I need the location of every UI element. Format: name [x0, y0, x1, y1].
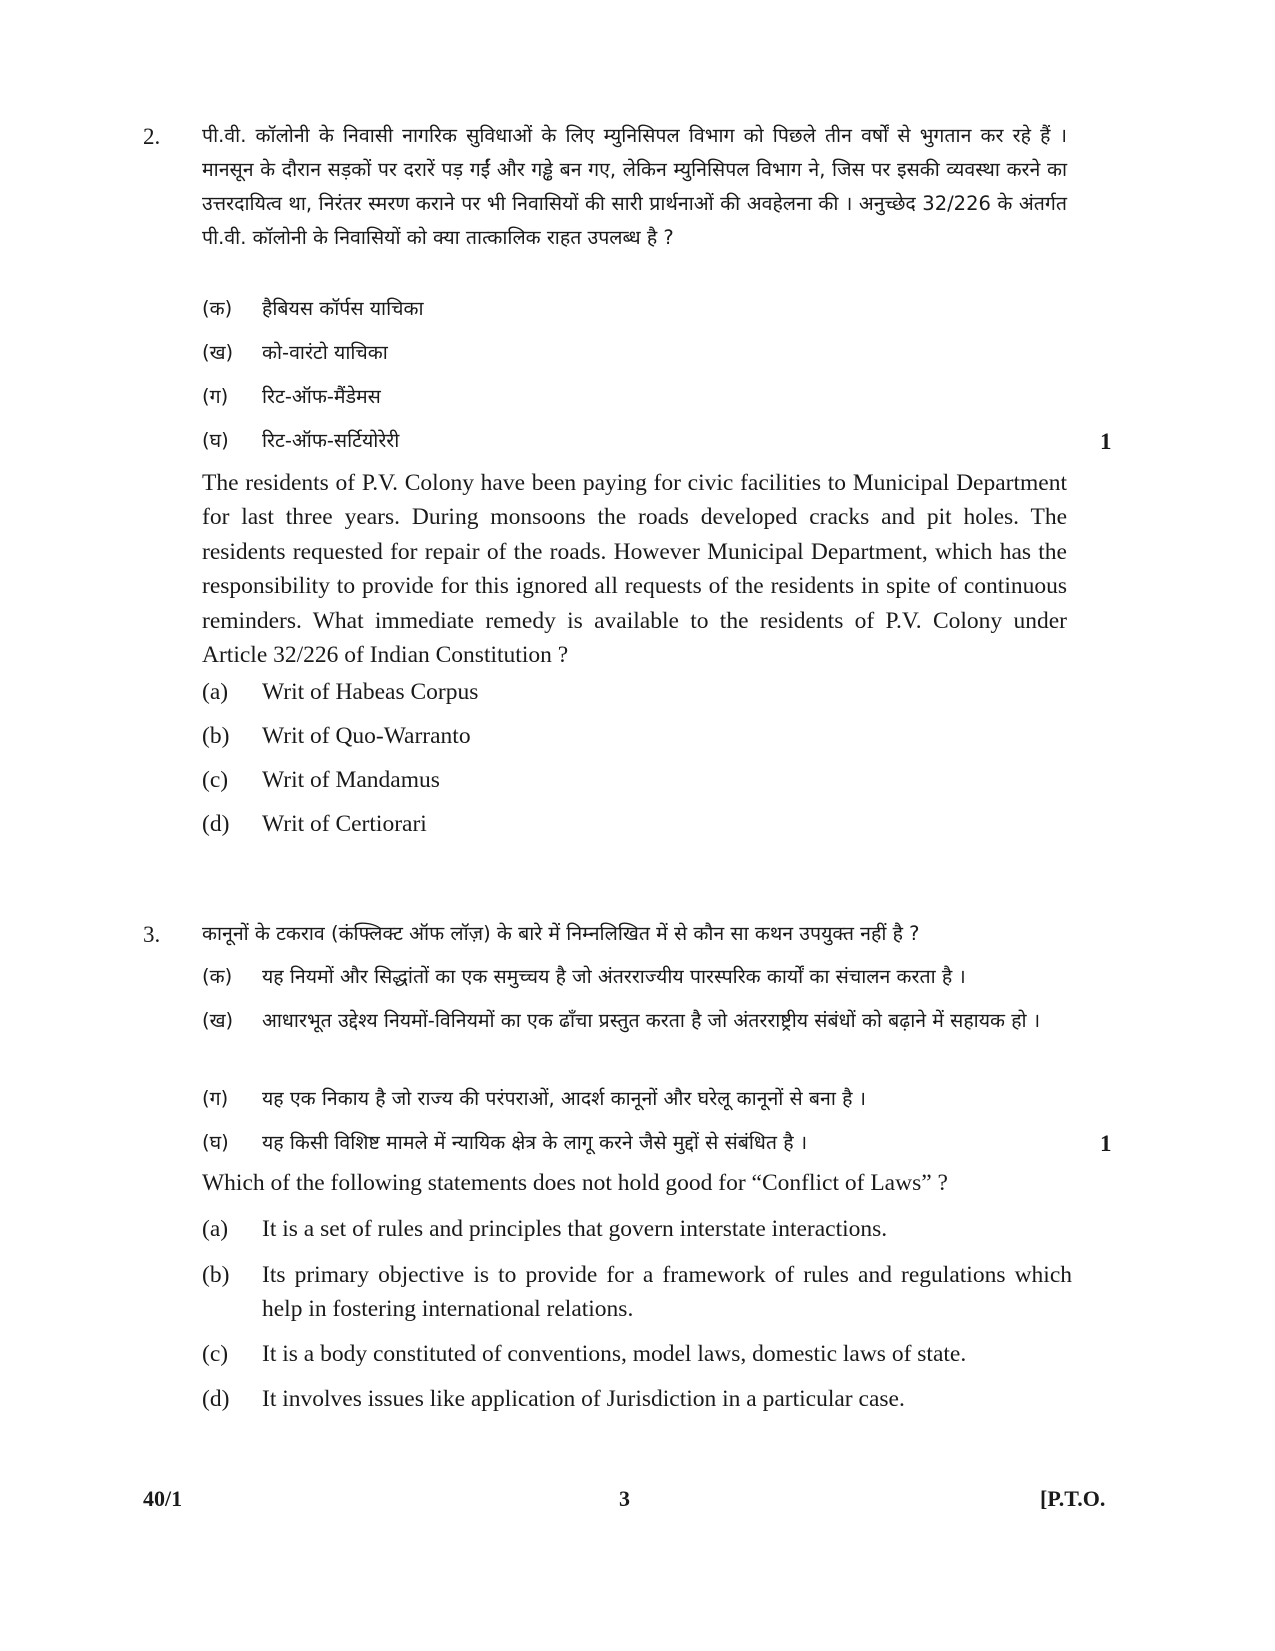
question-2-option-c [202, 763, 1072, 797]
option-text: रिट-ऑफ-मैंडेमस [262, 385, 381, 408]
question-3-english-text: Which of the following statements does not hold good for “Conflict of Laws” ? [202, 1170, 948, 1196]
question-3-hindi-option-gha [202, 1126, 1072, 1160]
paper-code: 40/1 [143, 1486, 183, 1511]
option-label: (b) [202, 1262, 230, 1288]
option-label: (क) [202, 297, 233, 320]
option-label: (ग) [202, 1087, 229, 1110]
option-text: Writ of Mandamus [262, 767, 440, 793]
question-3-hindi-option-ga [202, 1082, 1072, 1116]
option-text: It is a body constituted of conventions, model laws, domestic laws of state. [262, 1341, 967, 1367]
question-2-english-text: The residents of P.V. Colony have been paying for civic facilities to Municipal Department for last three years. During monsoons the roads developed cracks and pit holes. The residents requested for repair of the roads. However Municipal Department, which has the responsibility to provide for this ignored all requests of the residents in spite of continuous reminders. What immediate remedy is available to the residents of P.V. Colony under Article 32/226 of Indian Constitution ? [202, 470, 1067, 669]
question-2-hindi-text: पी.वी. कॉलोनी के निवासी नागरिक सुविधाओं के लिए म्युनिसिपल विभाग को पिछले तीन वर्षों से भुगतान कर रहे हैं । मानसून के दौरान सड़कों पर दरारें पड़ गईं और गड्ढे बन गए, लेकिन म्युनिसिपल विभाग ने, जिस पर इसकी व्यवस्था करने का उत्तरदायित्व था, निरंतर स्मरण कराने पर भी निवासियों की सारी प्रार्थनाओं की अवहेलना की । अनुच्छेद 32/226 के अंतर्गत पी.वी. कॉलोनी के निवासियों को क्या तात्कालिक राहत उपलब्ध है ? [202, 124, 1067, 249]
question-3-number: 3. [143, 922, 161, 947]
option-text: Writ of Habeas Corpus [262, 679, 479, 705]
please-turn-over: [P.T.O. [1040, 1486, 1106, 1511]
option-text: यह किसी विशिष्ट मामले में न्यायिक क्षेत्र के लागू करने जैसे मुद्दों से संबंधित है । [262, 1131, 808, 1154]
option-label: (c) [202, 1341, 229, 1367]
question-2-option-a [202, 675, 1072, 709]
question-3-hindi-text: कानूनों के टकराव (कंफ्लिक्ट ऑफ लॉज़) के बारे में निम्नलिखित में से कौन सा कथन उपयुक्त नहीं है ? [202, 922, 920, 945]
page-number: 3 [619, 1486, 630, 1511]
option-label: (ख) [202, 1009, 234, 1032]
question-3-hindi-option-ka [202, 960, 1072, 994]
option-label: (क) [202, 965, 233, 988]
option-label: (a) [202, 1216, 229, 1242]
option-text: Writ of Certiorari [262, 811, 427, 837]
option-label: (घ) [202, 1131, 229, 1154]
question-3-option-d [202, 1382, 1072, 1416]
question-2-hindi-option-kha [202, 336, 1072, 370]
question-3-option-b [202, 1258, 1072, 1327]
question-2-marks: 1 [1100, 429, 1112, 454]
option-text: It involves issues like application of Jurisdiction in a particular case. [262, 1386, 905, 1412]
question-2-hindi-option-ka [202, 292, 1072, 326]
question-2-hindi-option-ga [202, 380, 1072, 414]
question-3-hindi-option-kha [202, 1004, 1072, 1038]
option-label: (d) [202, 1386, 230, 1412]
option-label: (घ) [202, 429, 229, 452]
option-text: Writ of Quo-Warranto [262, 723, 471, 749]
option-text: It is a set of rules and principles that govern interstate interactions. [262, 1216, 888, 1242]
option-label: (ग) [202, 385, 229, 408]
question-2-number: 2. [143, 124, 161, 149]
option-label: (d) [202, 811, 230, 837]
question-3-option-c [202, 1337, 1072, 1371]
option-label: (c) [202, 767, 229, 793]
question-3-option-a [202, 1212, 1072, 1246]
option-text: यह एक निकाय है जो राज्य की परंपराओं, आदर्श कानूनों और घरेलू कानूनों से बना है । [262, 1087, 867, 1110]
option-label: (b) [202, 723, 230, 749]
option-text: को-वारंटो याचिका [262, 341, 388, 364]
option-label: (a) [202, 679, 229, 705]
option-text: आधारभूत उद्देश्य नियमों-विनियमों का एक ढाँचा प्रस्तुत करता है जो अंतरराष्ट्रीय संबंधों को बढ़ाने में सहायक हो । [262, 1009, 1041, 1032]
option-text: हैबियस कॉर्पस याचिका [262, 297, 424, 320]
question-2-option-d [202, 807, 1072, 841]
option-text: यह नियमों और सिद्धांतों का एक समुच्चय है जो अंतरराज्यीय पारस्परिक कार्यों का संचालन करता है । [262, 965, 966, 988]
question-2-option-b [202, 719, 1072, 753]
option-label: (ख) [202, 341, 234, 364]
question-2-hindi-option-gha [202, 424, 1072, 458]
option-text: Its primary objective is to provide for a framework of rules and regulations which help in fostering international relations. [262, 1262, 1072, 1323]
option-text: रिट-ऑफ-सर्टियोरेरी [262, 429, 400, 452]
question-3-marks: 1 [1100, 1131, 1112, 1156]
